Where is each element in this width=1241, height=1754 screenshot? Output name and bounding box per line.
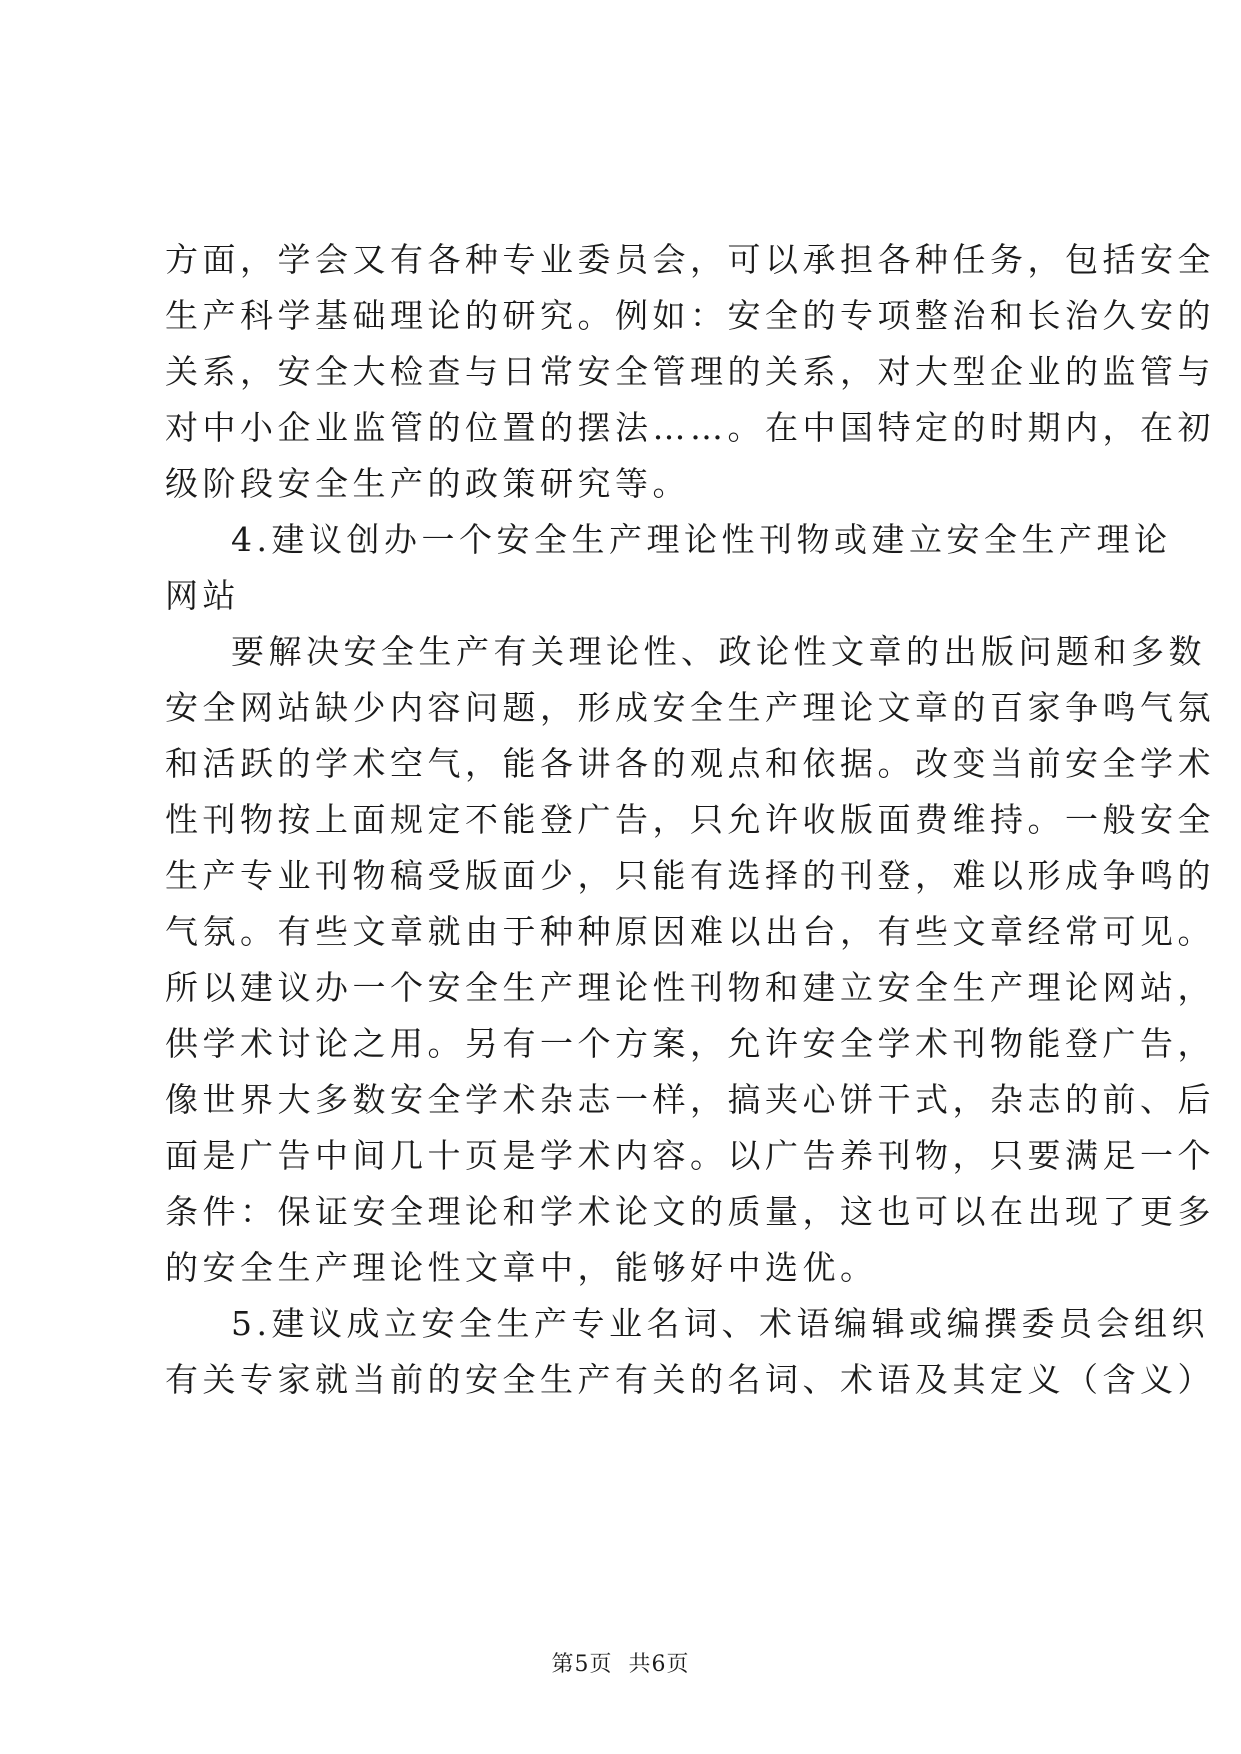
text-line: 和活跃的学术空气，能各讲各的观点和依据。改变当前安全学术	[165, 744, 1215, 783]
text-line: 有关专家就当前的安全生产有关的名词、术语及其定义（含义）	[165, 1360, 1215, 1399]
text-line: 性刊物按上面规定不能登广告，只允许收版面费维持。一般安全	[165, 800, 1215, 839]
text-line: 的安全生产理论性文章中，能够好中选优。	[165, 1248, 878, 1287]
text-line: 方面，学会又有各种专业委员会，可以承担各种任务，包括安全	[165, 240, 1215, 279]
section-heading-5: 5.建议成立安全生产专业名词、术语编辑或编撰委员会组织	[231, 1304, 1209, 1343]
text-line: 供学术讨论之用。另有一个方案，允许安全学术刊物能登广告，	[165, 1024, 1215, 1063]
paragraph-start: 要解决安全生产有关理论性、政论性文章的出版问题和多数	[231, 632, 1206, 671]
text-line: 网站	[165, 576, 240, 615]
text-line: 条件：保证安全理论和学术论文的质量，这也可以在出现了更多	[165, 1192, 1215, 1231]
text-line: 关系，安全大检查与日常安全管理的关系，对大型企业的监管与	[165, 352, 1215, 391]
text-line: 安全网站缺少内容问题，形成安全生产理论文章的百家争鸣气氛	[165, 688, 1215, 727]
text-line: 面是广告中间几十页是学术内容。以广告养刊物，只要满足一个	[165, 1136, 1215, 1175]
page-footer	[0, 1650, 1241, 1680]
text-line: 对中小企业监管的位置的摆法……。在中国特定的时期内，在初	[165, 408, 1215, 447]
text-line: 生产科学基础理论的研究。例如：安全的专项整治和长治久安的	[165, 296, 1215, 335]
text-line: 像世界大多数安全学术杂志一样，搞夹心饼干式，杂志的前、后	[165, 1080, 1215, 1119]
section-heading-4: 4.建议创办一个安全生产理论性刊物或建立安全生产理论	[231, 520, 1172, 559]
text-line: 气氛。有些文章就由于种种原因难以出台，有些文章经常可见。	[165, 912, 1215, 951]
text-line: 级阶段安全生产的政策研究等。	[165, 464, 690, 503]
document-body	[165, 232, 1215, 1408]
page-number-total: 共6页	[628, 1652, 690, 1677]
text-line: 所以建议办一个安全生产理论性刊物和建立安全生产理论网站，	[165, 968, 1215, 1007]
page-number-current: 第5页	[551, 1652, 613, 1677]
text-line: 生产专业刊物稿受版面少，只能有选择的刊登，难以形成争鸣的	[165, 856, 1215, 895]
